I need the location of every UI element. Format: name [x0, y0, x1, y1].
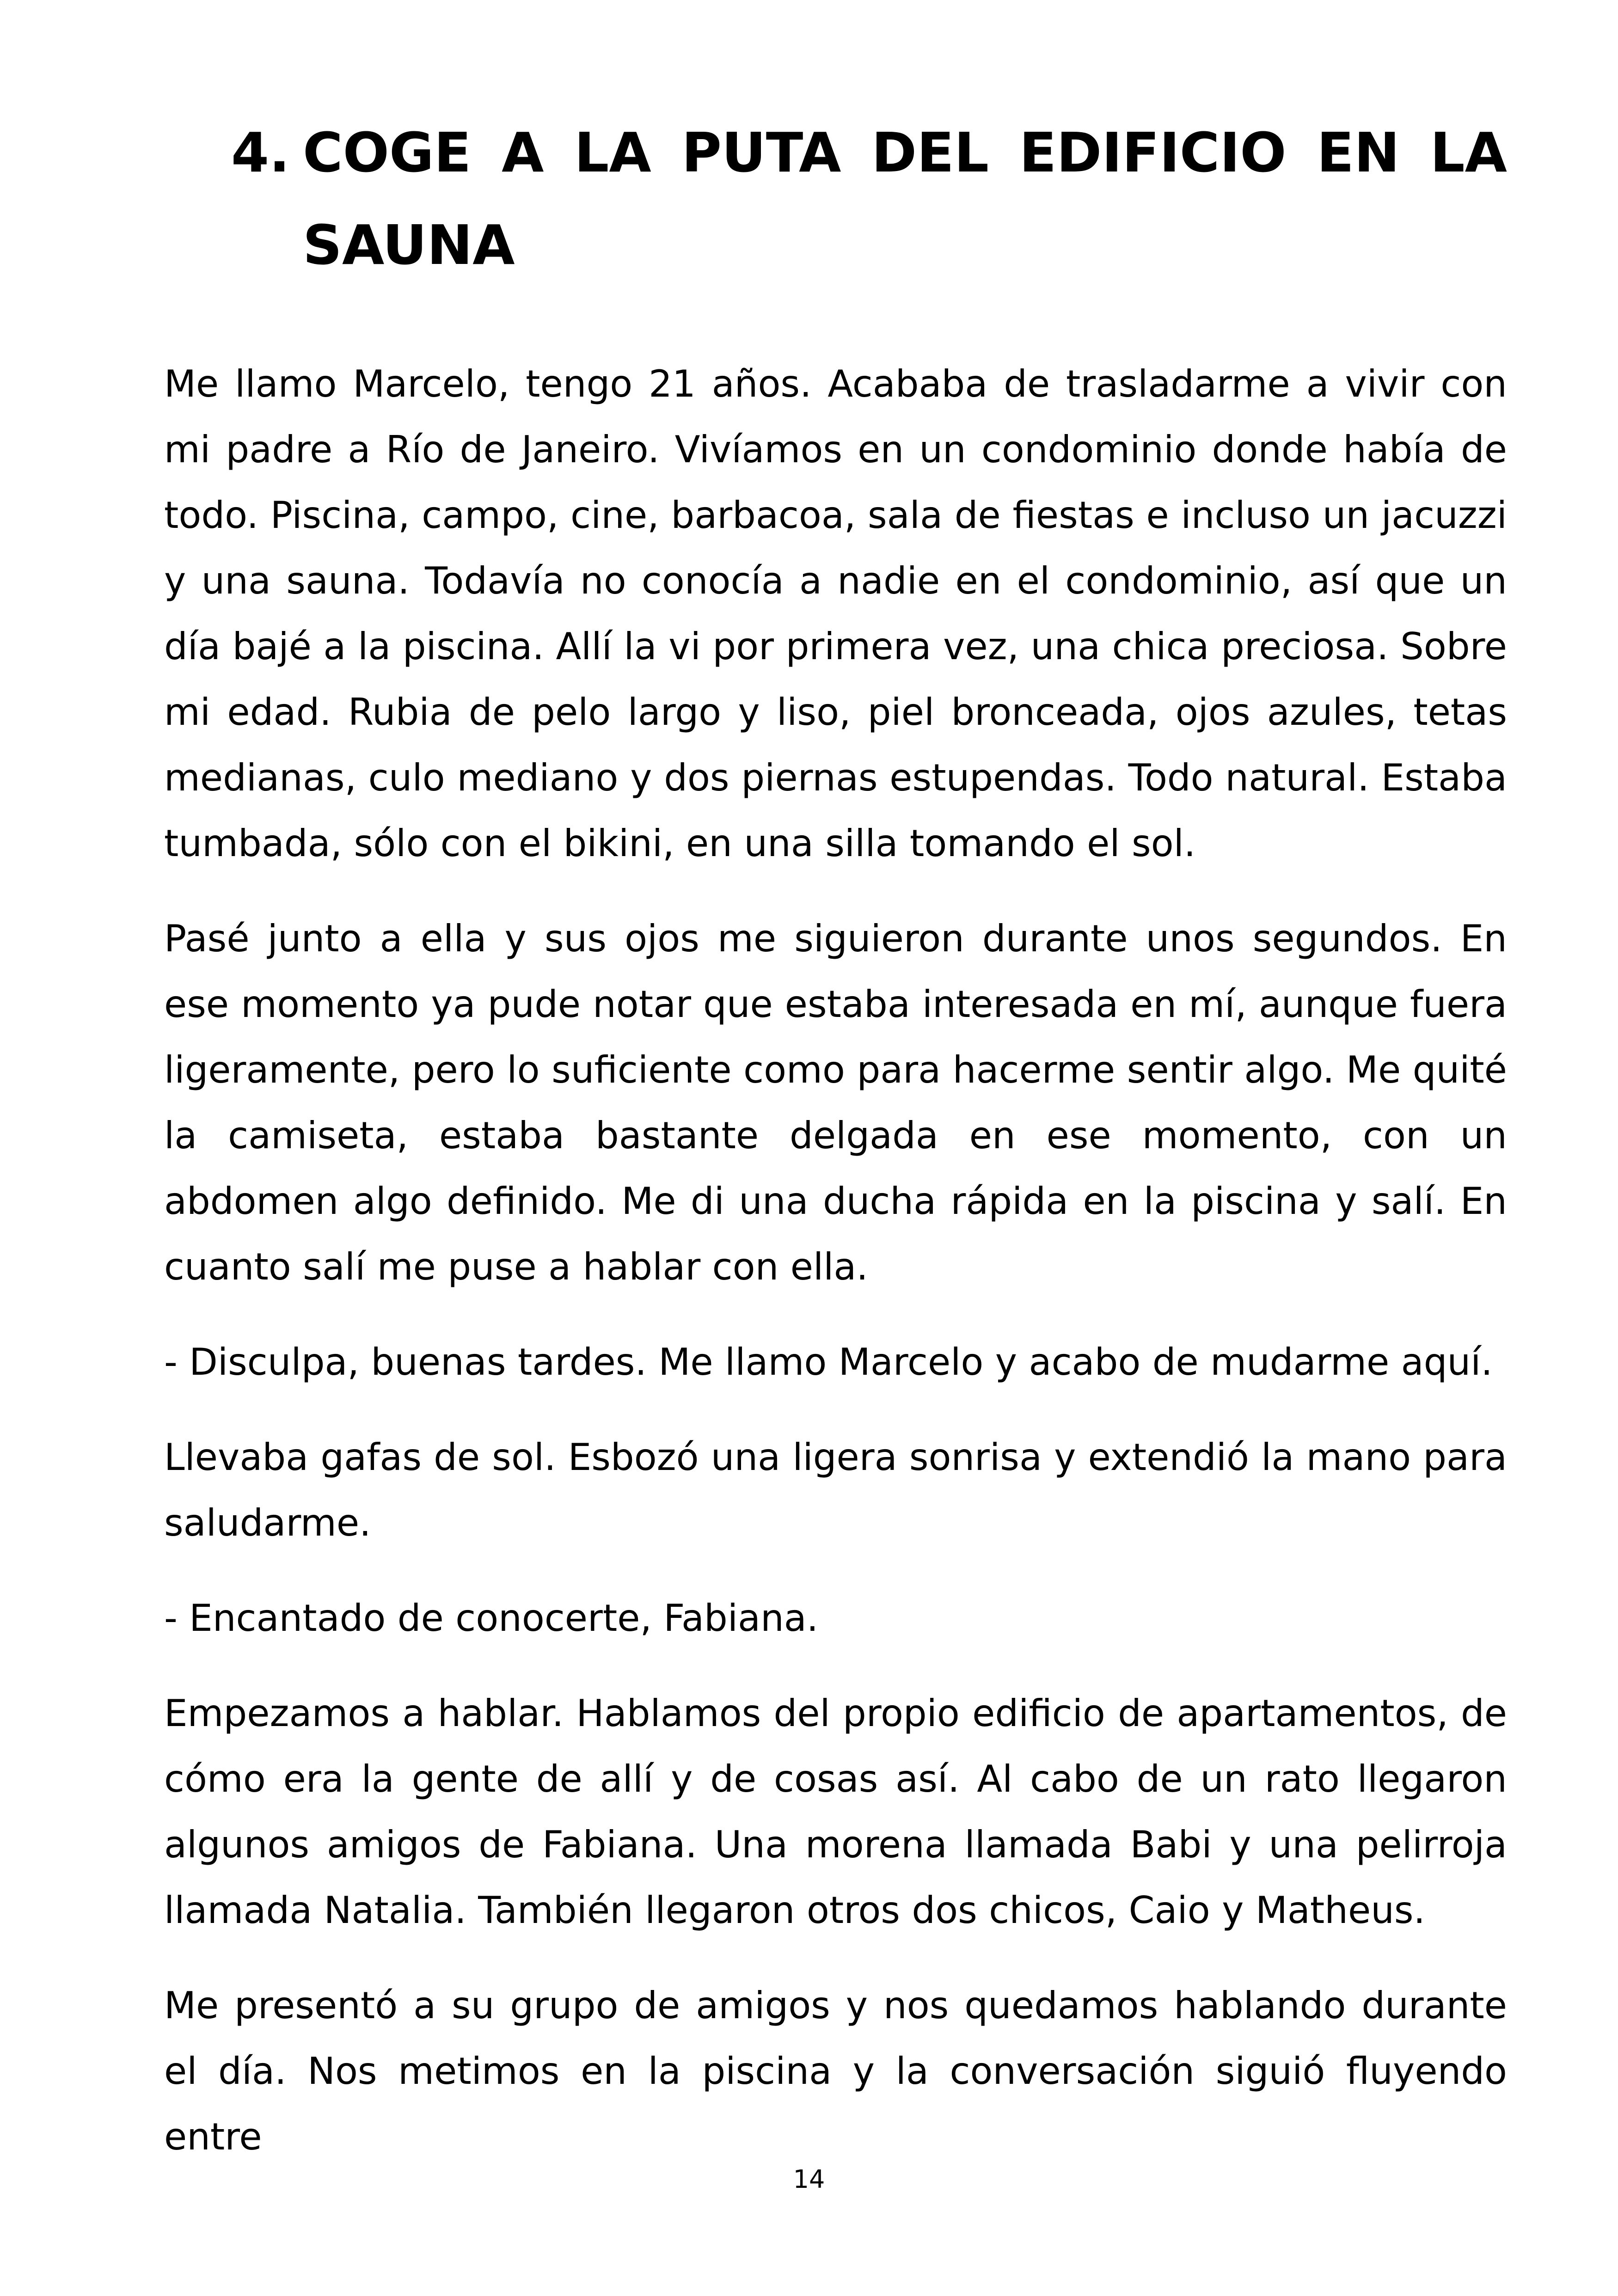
chapter-heading: [231, 106, 1507, 291]
paragraph: Me presentó a su grupo de amigos y nos quedamos hablando durante el día. Nos metimos en la piscina y la conversación siguió fluyendo entre: [164, 1984, 1507, 2158]
chapter-title: COGE A LA PUTA DEL EDIFICIO EN LA SAUNA: [303, 121, 1507, 277]
paragraph: Me llamo Marcelo, tengo 21 años. Acababa de trasladarme a vivir con mi padre a Río de Janeiro. Vivíamos en un condominio donde había de todo. Piscina, campo, cine, barbacoa, sala de fiestas e incluso un jacuzzi y una sauna. Todavía no conocía a nadie en el condominio, así que un día bajé a la piscina. Allí la vi por primera vez, una chica preciosa. Sobre mi edad. Rubia de pelo largo y liso, piel bronceada, ojos azules, tetas medianas, culo mediano y dos piernas estupendas. Todo natural. Estaba tumbada, sólo con el bikini, en una silla tomando el sol.: [164, 362, 1507, 865]
paragraph: Pasé junto a ella y sus ojos me siguieron durante unos segundos. En ese momento ya pude notar que estaba interesada en mí, aunque fuera ligeramente, pero lo suficiente como para hacerme sentir algo. Me quité la camiseta, estaba bastante delgada en ese momento, con un abdomen algo definido. Me di una ducha rápida en la piscina y salí. En cuanto salí me puse a hablar con ella.: [164, 917, 1507, 1288]
paragraph: Empezamos a hablar. Hablamos del propio edificio de apartamentos, de cómo era la gente de allí y de cosas así. Al cabo de un rato llegaron algunos amigos de Fabiana. Una morena llamada Babi y una pelirroja llamada Natalia. También llegaron otros dos chicos, Caio y Matheus.: [164, 1692, 1507, 1932]
paragraph: Llevaba gafas de sol. Esbozó una ligera sonrisa y extendió la mano para saludarme.: [164, 1436, 1507, 1544]
body-text: [164, 351, 1507, 2170]
page-number: 14: [793, 2165, 825, 2194]
dialogue-line: - Disculpa, buenas tardes. Me llamo Marcelo y acabo de mudarme aquí.: [164, 1341, 1493, 1384]
dialogue-line: - Encantado de conocerte, Fabiana.: [164, 1597, 819, 1640]
chapter-number: 4.: [231, 121, 290, 184]
